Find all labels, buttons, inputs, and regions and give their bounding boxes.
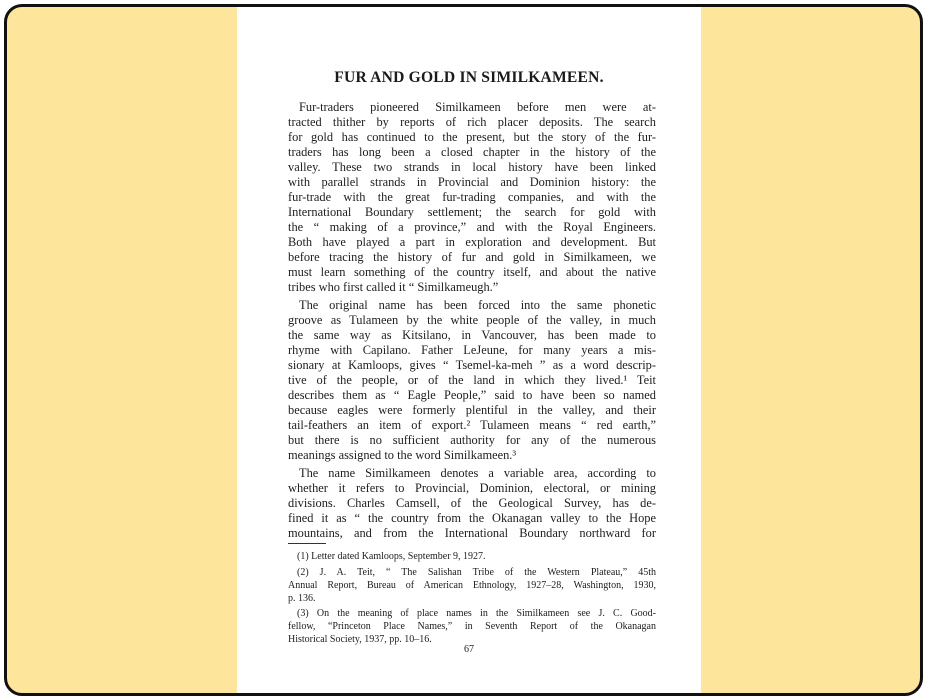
text-line: describes them as “ Eagle People,” said to have been so named — [288, 388, 656, 402]
footnote-line: (3) On the meaning of place names in the Similkameen see J. C. Good- — [297, 608, 656, 619]
text-line: whether it refers to Provincial, Dominion, electoral, or mining — [288, 481, 656, 495]
document-page — [237, 7, 701, 693]
text-line: tribes who first called it “ Similkameugh.” — [288, 280, 499, 294]
footnote-divider — [288, 543, 326, 544]
footnote-line: Annual Report, Bureau of American Ethnology, 1927–28, Washington, 1930, — [288, 580, 656, 591]
text-line: tracted thither by reports of rich placer deposits. The search — [288, 115, 656, 129]
footnote-line: (2) J. A. Teit, “ The Salishan Tribe of the Western Plateau,” 45th — [297, 567, 656, 578]
text-line: fined it as “ the country from the Okanagan valley to the Hope — [288, 511, 656, 525]
text-line: tive of the people, or of the land in which they lived.¹ Teit — [288, 373, 656, 387]
text-line: groove as Tulameen by the white people of the valley, in much — [288, 313, 656, 327]
text-line: valley. These two strands in local history have been linked — [288, 160, 656, 174]
text-line: Fur-traders pioneered Similkameen before men were at- — [299, 100, 656, 114]
text-line: sionary at Kamloops, gives “ Tsemel-ka-meh ” as a word descrip- — [288, 358, 656, 372]
footnote-line: Historical Society, 1937, pp. 10–16. — [288, 634, 432, 645]
text-line: with parallel strands in Provincial and Dominion history: the — [288, 175, 656, 189]
text-line: the “ making of a province,” and with the Royal Engineers. — [288, 220, 656, 234]
text-line: meanings assigned to the word Similkameen.³ — [288, 448, 517, 462]
text-line: the same way as Kitsilano, in Vancouver, has been made to — [288, 328, 656, 342]
text-line: tail-feathers an item of export.² Tulameen means “ red earth,” — [288, 418, 656, 432]
text-line: rhyme with Capilano. Father LeJeune, for many years a mis- — [288, 343, 656, 357]
text-line: Both have played a part in exploration and development. But — [288, 235, 656, 249]
page-title: FUR AND GOLD IN SIMILKAMEEN. — [334, 69, 604, 86]
text-line: mountains, and from the International Boundary northward for — [288, 526, 656, 540]
text-line: must learn something of the country itself, and about the native — [288, 265, 656, 279]
text-line: before tracing the history of fur and gold in Similkameen, we — [288, 250, 656, 264]
text-line: traders has long been a closed chapter in the history of the — [288, 145, 656, 159]
text-line: but there is no sufficient authority for any of the numerous — [288, 433, 656, 447]
text-line: for gold has continued to the present, but the story of the fur- — [288, 130, 656, 144]
text-line: International Boundary settlement; the search for gold with — [288, 205, 656, 219]
yellow-frame — [4, 4, 923, 696]
footnote-line: p. 136. — [288, 593, 316, 604]
text-line: The name Similkameen denotes a variable area, according to — [299, 466, 656, 480]
text-line: The original name has been forced into the same phonetic — [299, 298, 656, 312]
page-number: 67 — [464, 644, 474, 655]
text-line: because eagles were formerly plentiful in the valley, and their — [288, 403, 656, 417]
footnote-line: fellow, “Princeton Place Names,” in Seventh Report of the Okanagan — [288, 621, 656, 632]
footnote-line: (1) Letter dated Kamloops, September 9, 1927. — [297, 551, 486, 562]
text-line: fur-trade with the great fur-trading companies, and with the — [288, 190, 656, 204]
text-line: divisions. Charles Camsell, of the Geological Survey, has de- — [288, 496, 656, 510]
